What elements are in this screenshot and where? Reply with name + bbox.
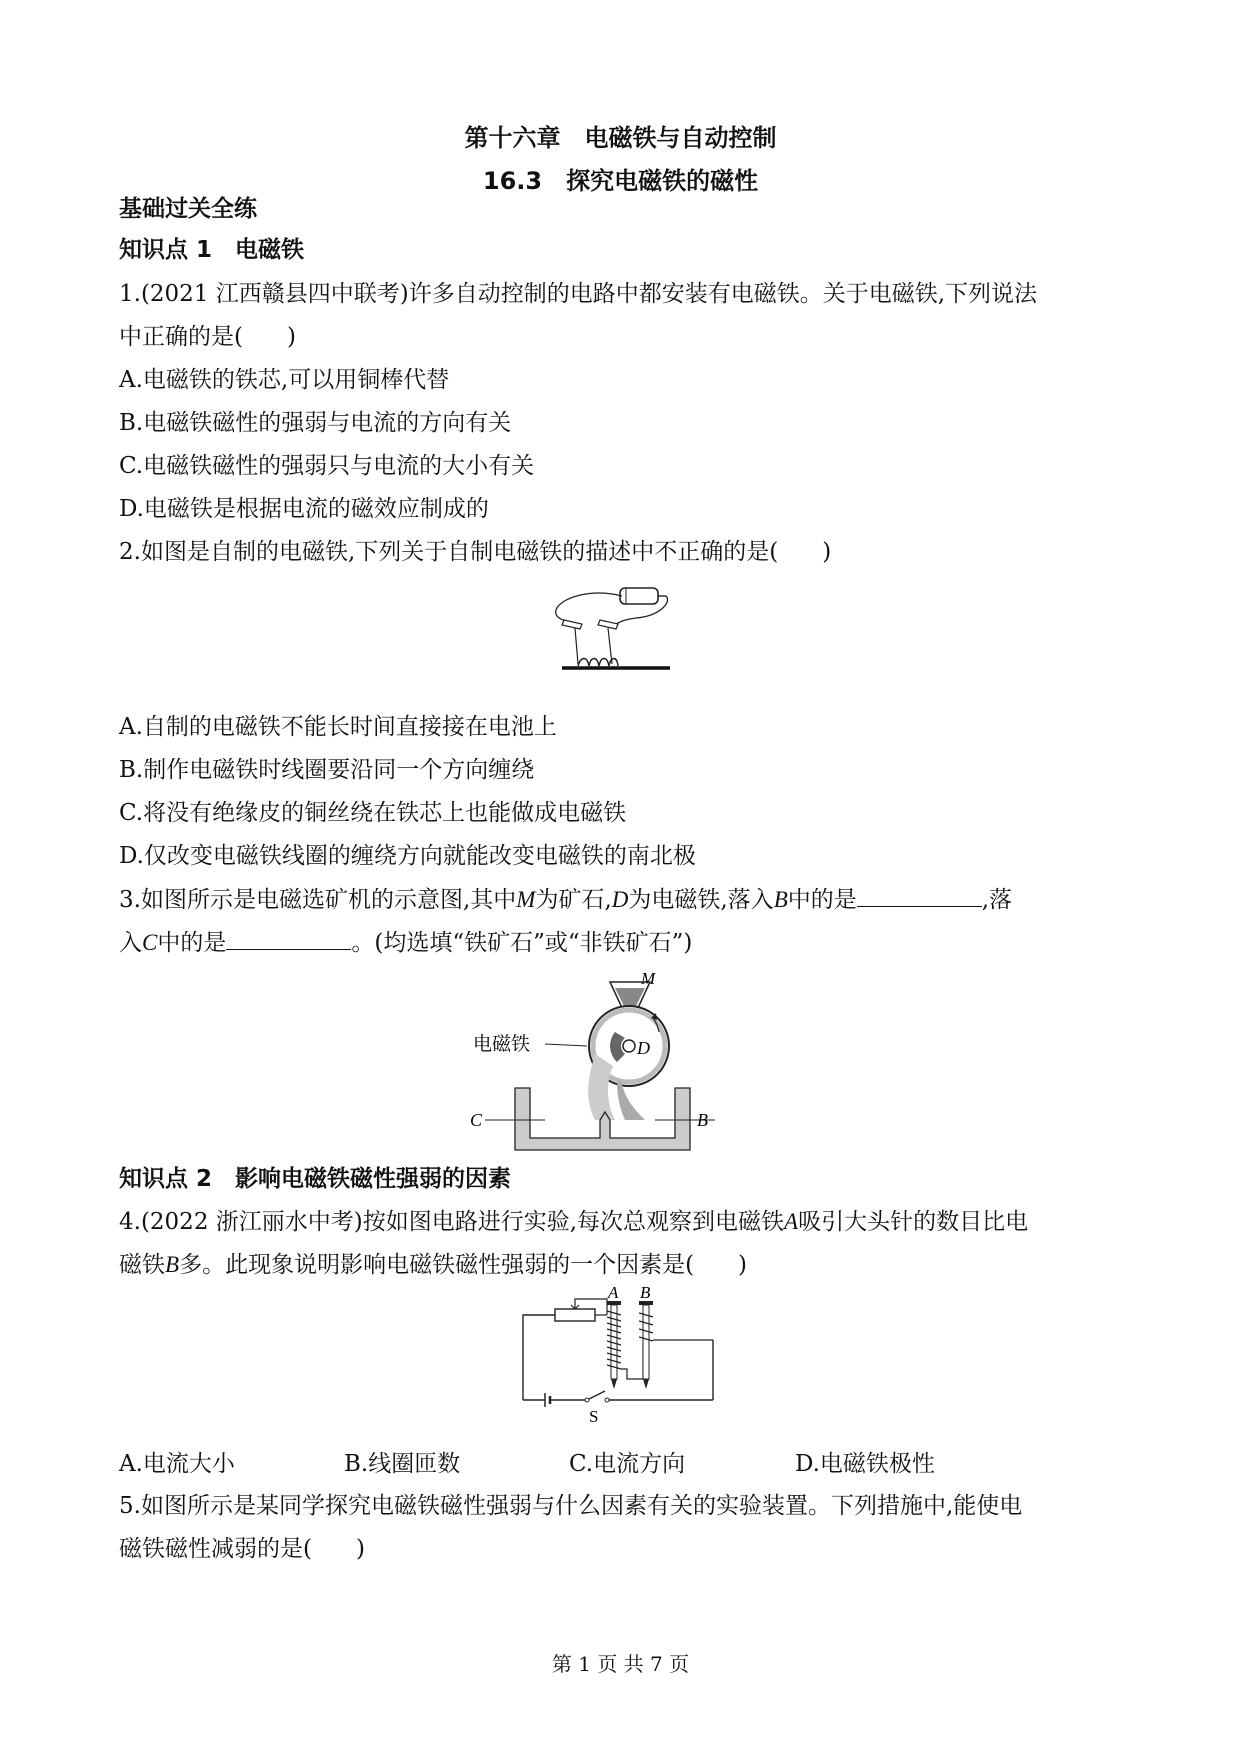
figure-label-s: S	[589, 1407, 599, 1426]
figure-label-electromagnet: 电磁铁	[473, 1033, 531, 1055]
q5-stem-line2: 磁铁磁性减弱的是( )	[119, 1536, 365, 1562]
q2-option-a: A.自制的电磁铁不能长时间直接接在电池上	[119, 714, 557, 740]
q3-stem-line1: 3.如图所示是电磁选矿机的示意图,其中M为矿石,D为电磁铁,落入B中的是 ,落	[119, 884, 1012, 915]
knowledge-point-2: 知识点 2 影响电磁铁磁性强弱的因素	[119, 1166, 512, 1192]
section-title: 16.3 探究电磁铁的磁性	[482, 167, 759, 195]
homemade-electromagnet-figure	[550, 580, 680, 675]
q3-blank-1[interactable]	[857, 884, 982, 907]
figure-label-d: D	[637, 1038, 650, 1058]
figure-label-b: B	[697, 1110, 708, 1130]
q3-blank-2[interactable]	[226, 927, 351, 950]
q1-option-d: D.电磁铁是根据电流的磁效应制成的	[119, 496, 489, 522]
figure-label-c: C	[470, 1110, 483, 1130]
q1-stem-line1: 1.(2021 江西赣县四中联考)许多自动控制的电路中都安装有电磁铁。关于电磁铁,下列说法	[119, 281, 1038, 307]
q4-stem-line2: 磁铁B多。此现象说明影响电磁铁磁性强弱的一个因素是( )	[119, 1252, 748, 1278]
q4-stem-line1: 4.(2022 浙江丽水中考)按如图电路进行实验,每次总观察到电磁铁A吸引大头针的数目比电	[119, 1209, 1029, 1235]
part-heading: 基础过关全练	[119, 196, 257, 222]
figure-label-m: M	[641, 969, 656, 988]
q2-option-c: C.将没有绝缘皮的铜丝绕在铁芯上也能做成电磁铁	[119, 800, 627, 826]
q4-option-d: D.电磁铁极性	[795, 1451, 935, 1477]
figure-label-nail-a: A	[608, 1283, 619, 1302]
circuit-figure	[515, 1285, 725, 1430]
q2-option-d: D.仅改变电磁铁线圈的缠绕方向就能改变电磁铁的南北极	[119, 843, 696, 869]
q5-stem-line1: 5.如图所示是某同学探究电磁铁磁性强弱与什么因素有关的实验装置。下列措施中,能使电	[119, 1493, 1023, 1519]
q4-option-a: A.电流大小	[119, 1451, 235, 1477]
page-footer: 第 1 页 共 7 页	[551, 1652, 690, 1676]
q2-option-b: B.制作电磁铁时线圈要沿同一个方向缠绕	[119, 757, 535, 783]
q3-stem-line2: 入C中的是 。(均选填“铁矿石”或“非铁矿石”)	[119, 927, 692, 958]
knowledge-point-1: 知识点 1 电磁铁	[119, 237, 305, 263]
q1-stem-line2: 中正确的是( )	[119, 324, 296, 350]
chapter-title: 第十六章 电磁铁与自动控制	[464, 124, 777, 152]
q1-option-c: C.电磁铁磁性的强弱只与电流的大小有关	[119, 453, 535, 479]
q4-option-b: B.线圈匝数	[344, 1451, 461, 1477]
figure-label-nail-b: B	[640, 1283, 651, 1302]
magnetic-separator-figure	[470, 969, 725, 1150]
q1-option-b: B.电磁铁磁性的强弱与电流的方向有关	[119, 410, 512, 436]
q4-option-c: C.电流方向	[569, 1451, 686, 1477]
q2-stem: 2.如图是自制的电磁铁,下列关于自制电磁铁的描述中不正确的是( )	[119, 539, 832, 565]
q1-option-a: A.电磁铁的铁芯,可以用铜棒代替	[119, 367, 450, 393]
